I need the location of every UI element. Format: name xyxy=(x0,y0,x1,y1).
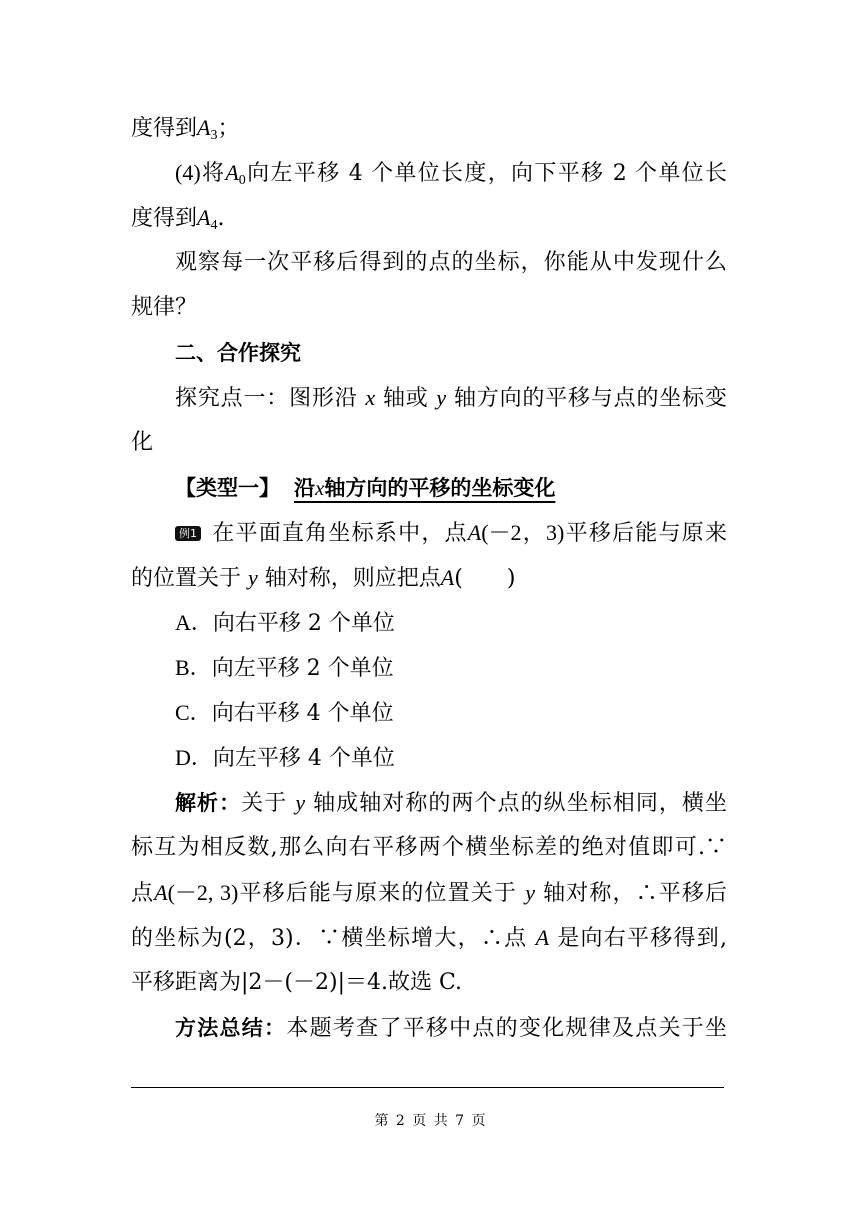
option-letter: C． xyxy=(175,700,212,725)
subscript: 0 xyxy=(238,173,246,188)
text-line xyxy=(0,518,727,549)
text-line xyxy=(0,113,860,144)
example-badge: 例1 xyxy=(175,526,201,541)
analysis-line xyxy=(0,968,860,998)
text-line xyxy=(0,563,860,594)
heading-text: 二、合作探究 xyxy=(175,341,301,365)
text-span: 探究点一：图形沿 xyxy=(175,386,358,411)
text-span: 平移距离为|2－(－2)|＝4.故选 C. xyxy=(131,970,463,995)
var-a: A xyxy=(467,520,482,545)
text-span: 轴方向的平移的坐标变化 xyxy=(324,476,556,500)
text-span: . xyxy=(217,206,225,231)
text-line xyxy=(0,248,727,278)
text-span: 是向右平移得到, xyxy=(557,926,728,951)
text-span: 轴对称，则应把点 xyxy=(264,566,441,591)
option-text: 向左平移 2 个单位 xyxy=(211,656,394,681)
option-text: 向右平移 2 个单位 xyxy=(212,611,395,636)
option-letter: A． xyxy=(175,610,213,635)
text-line xyxy=(0,383,727,414)
item-number: (4) xyxy=(175,160,201,185)
page-number: 第 2 页 共 7 页 xyxy=(374,1113,486,1129)
text-span: 标互为相反数,那么向右平移两个横坐标差的绝对值即可.∵ xyxy=(131,835,727,860)
type-title xyxy=(294,476,555,500)
text-span: 沿 xyxy=(294,476,315,500)
text-span: (－2, 3)平移后能与原来的位置关于 xyxy=(167,880,518,905)
text-span: 规律？ xyxy=(131,295,198,320)
analysis-line xyxy=(0,878,727,909)
var-a: A xyxy=(535,925,550,950)
coordinate: (－2，3) xyxy=(481,520,565,545)
text-span: 平移后能与原来 xyxy=(564,521,727,546)
text-span: 度得到 xyxy=(131,116,198,141)
text-line xyxy=(0,293,860,323)
var-y: y xyxy=(525,880,535,905)
text-line xyxy=(0,158,727,189)
text-span: 化 xyxy=(131,430,154,455)
text-span: 向左平移 4 个单位长度，向下平移 2 个单位长 xyxy=(245,161,727,186)
type-label: 【类型一】 xyxy=(175,476,280,500)
option-letter: D． xyxy=(175,745,213,770)
var-y: y xyxy=(295,790,306,815)
text-span: 轴对称，∴平移后 xyxy=(543,881,727,906)
text-span: 度得到 xyxy=(131,206,198,231)
var-x: x xyxy=(315,476,325,500)
footer-divider xyxy=(131,1087,724,1088)
var-a: A xyxy=(440,565,455,590)
text-span: 本题考查了平移中点的变化规律及点关于坐 xyxy=(286,1016,727,1041)
analysis-line xyxy=(0,923,727,954)
text-span: ； xyxy=(217,116,240,141)
text-span: ( ) xyxy=(454,566,516,591)
var-a: A xyxy=(154,880,168,905)
section-heading xyxy=(0,338,860,369)
text-span: 在平面直角坐标系中，点 xyxy=(211,521,468,546)
option-letter: B． xyxy=(175,655,212,680)
var-y: y xyxy=(248,565,258,590)
analysis-label: 解析： xyxy=(175,791,242,815)
analysis-line xyxy=(0,788,727,819)
summary-label: 方法总结： xyxy=(175,1016,287,1040)
text-span: 点 xyxy=(131,881,155,906)
var-a: A xyxy=(197,205,211,230)
option-d xyxy=(0,743,860,774)
text-span: 轴方向的平移与点的坐标变 xyxy=(453,386,727,411)
option-b xyxy=(0,653,860,684)
option-text: 向左平移 4 个单位 xyxy=(212,746,395,771)
var-a: A xyxy=(225,160,239,185)
analysis-line xyxy=(0,833,727,863)
summary-line xyxy=(0,1013,727,1044)
var-x: x xyxy=(365,385,376,410)
option-c xyxy=(0,698,860,729)
var-a: A xyxy=(197,115,211,140)
text-span: 将 xyxy=(200,161,226,186)
text-line xyxy=(0,428,860,458)
text-span: 的位置关于 xyxy=(131,566,242,591)
subscript: 4 xyxy=(210,218,218,233)
text-span: 轴成轴对称的两个点的纵坐标相同，横坐 xyxy=(313,791,727,816)
text-span: 的坐标为(2，3)．∵横坐标增大，∴点 xyxy=(131,926,528,951)
option-text: 向右平移 4 个单位 xyxy=(211,701,394,726)
type-heading xyxy=(0,473,860,504)
text-line xyxy=(0,203,860,234)
option-a xyxy=(0,608,860,639)
subscript: 3 xyxy=(210,128,218,143)
text-span: 关于 xyxy=(241,791,288,816)
text-span: 轴或 xyxy=(382,386,429,411)
text-span: 观察每一次平移后得到的点的坐标，你能从中发现什么 xyxy=(175,250,727,275)
var-y: y xyxy=(436,385,447,410)
